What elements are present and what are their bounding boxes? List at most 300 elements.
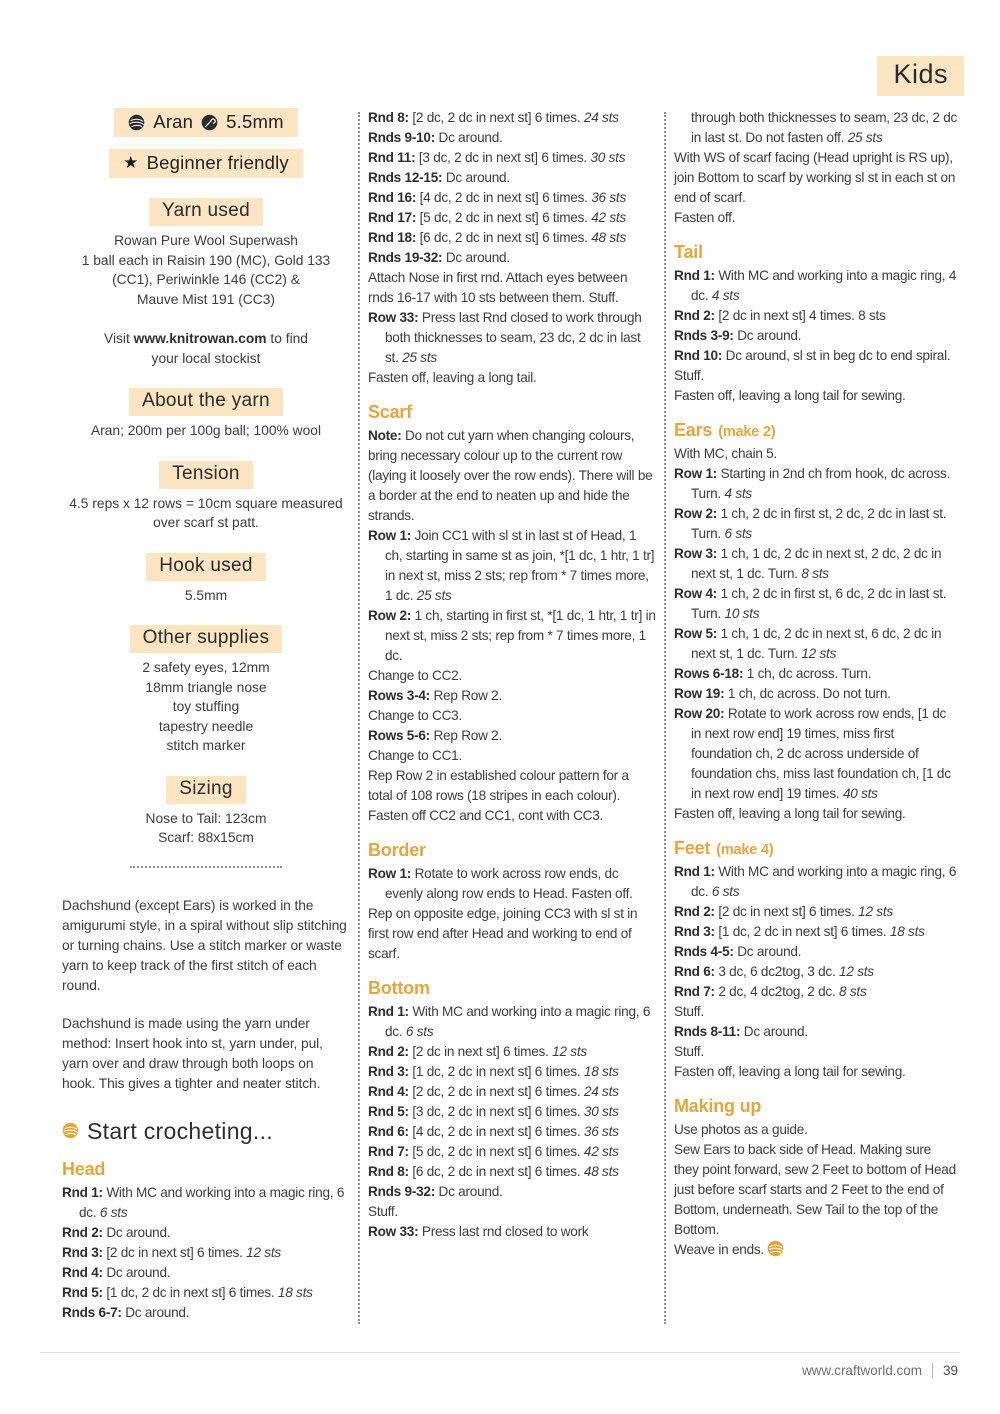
info-heading: Hook used	[146, 553, 266, 581]
instruction-text: [2 dc in next st] 4 times. 8 sts	[718, 308, 886, 323]
instruction-text: Rep Row 2 in established colour pattern for a total of 108 rows (18 stripes in each colour). Fasten off CC2 and CC1, cont with CC3.	[368, 768, 629, 823]
instruction-text: Stuff.	[674, 1044, 704, 1059]
instruction-label: Rnd 10:	[674, 348, 723, 363]
section-heading	[368, 402, 656, 423]
section-heading	[674, 242, 958, 263]
stitch-count: 24 sts	[583, 1084, 619, 1099]
instruction-line	[368, 706, 656, 726]
instruction-text: Fasten off, leaving a long tail for sewing.	[674, 1064, 906, 1079]
instruction-text: Dc around.	[445, 250, 510, 265]
stitch-count: 6 sts	[711, 884, 740, 899]
instruction-label: Row 2:	[368, 608, 412, 623]
info-line: stitch marker	[166, 738, 246, 753]
stitch-count: 40 sts	[842, 786, 878, 801]
info-line: 2 safety eyes, 12mm	[142, 660, 270, 675]
stitch-count: 24 sts	[583, 110, 619, 125]
instruction-label: Row 1:	[368, 528, 412, 543]
instruction-text: Dc around.	[743, 1024, 808, 1039]
info-line: 4.5 reps x 12 rows = 10cm square measured	[69, 495, 343, 511]
page-columns	[62, 108, 958, 1324]
instruction-line	[368, 248, 656, 268]
instruction-line	[368, 1142, 656, 1162]
instruction-label: Rnds 6-7:	[62, 1304, 122, 1320]
info-line: toy stuffing	[172, 699, 240, 714]
info-section	[62, 776, 350, 848]
instruction-text: [1 dc, 2 dc in next st] 6 times.	[718, 924, 887, 939]
instruction-line	[368, 148, 656, 168]
instruction-line	[674, 584, 958, 624]
info-line: 18mm triangle nose	[145, 679, 267, 695]
column-divider	[664, 112, 666, 1324]
instruction-text: [4 dc, 2 dc in next st] 6 times.	[412, 1124, 581, 1139]
instruction-text: With MC and working into a magic ring, 4 dc.	[691, 268, 957, 303]
instruction-text: [2 dc, 2 dc in next st] 6 times.	[412, 1084, 581, 1099]
instruction-text: Dc around.	[125, 1304, 190, 1320]
instruction-line	[674, 862, 958, 902]
instruction-text: [2 dc, 2 dc in next st] 6 times.	[412, 110, 581, 125]
instruction-text: Stuff.	[674, 368, 704, 383]
instruction-text: [6 dc, 2 dc in next st] 6 times.	[412, 1164, 581, 1179]
instruction-label: Rnd 3:	[368, 1064, 409, 1079]
stitch-count: 6 sts	[405, 1024, 434, 1039]
instruction-line	[674, 108, 958, 148]
instruction-line	[674, 346, 958, 366]
section-heading-text: Head	[62, 1158, 106, 1179]
instruction-text: Sew Ears to back side of Head. Making sure they point forward, sew 2 Feet to bottom of Head just before scarf starts and 2 Feet to the end of Bottom, underneath. Sew Tail to the top of the Bottom.	[674, 1142, 956, 1237]
instruction-text: Weave in ends.	[674, 1242, 764, 1257]
instruction-line	[368, 228, 656, 248]
instruction-text: Press last rnd closed to work	[421, 1224, 589, 1239]
instruction-line	[62, 1243, 350, 1263]
instruction-text: With MC and working into a magic ring, 6 dc.	[385, 1004, 651, 1039]
section-heading	[368, 978, 656, 999]
instruction-label: Rnds 3-9:	[674, 328, 734, 343]
yarn-weight-badge-row	[62, 108, 350, 137]
instruction-line	[368, 1182, 656, 1202]
section-heading-suffix: (make 2)	[718, 424, 776, 440]
instruction-line	[368, 746, 656, 766]
instruction-label: Note:	[368, 428, 402, 443]
info-line: your local stockist	[151, 350, 261, 366]
section-heading-text: Border	[368, 840, 426, 860]
instruction-text: Dc around, sl st in beg dc to end spiral.	[725, 348, 951, 363]
section-heading-text: Tail	[674, 242, 703, 262]
instruction-label: Rnd 18:	[368, 230, 417, 245]
instruction-label: Row 33:	[368, 1224, 419, 1239]
instruction-line	[674, 1042, 958, 1062]
instruction-text: Dc around.	[737, 944, 802, 959]
instruction-line	[368, 1202, 656, 1222]
footer-rule	[40, 1352, 960, 1353]
dotted-divider	[130, 866, 282, 868]
instruction-label: Row 4:	[674, 586, 718, 601]
instruction-text: Rotate to work across row ends, [1 dc in next row end] 19 times, miss first foundation ch, 2 dc across underside of foundation chs, miss last foundation ch, [1 dc in next row end] 19 times.	[691, 706, 951, 801]
section-heading-text: Scarf	[368, 402, 413, 422]
stitch-count: 18 sts	[583, 1064, 619, 1079]
instruction-line	[674, 366, 958, 386]
instruction-text: through both thicknesses to seam, 23 dc, 2 dc in last st. Do not fasten off.	[691, 110, 958, 145]
stitch-count: 30 sts	[590, 150, 626, 165]
instruction-label: Rnd 2:	[674, 904, 715, 919]
instruction-label: Rnd 2:	[368, 1044, 409, 1059]
section-heading-text: Feet	[674, 838, 711, 858]
instruction-label: Rows 6-18:	[674, 666, 744, 681]
instruction-line	[368, 606, 656, 666]
instruction-label: Rnd 8:	[368, 110, 409, 125]
craftworld-link[interactable]: www.craftworld.com	[801, 1363, 922, 1378]
instruction-line	[674, 704, 958, 804]
stitch-count: 36 sts	[591, 190, 626, 205]
info-line-pre: Visit	[104, 331, 134, 346]
instruction-label: Rows 3-4:	[368, 688, 430, 703]
instruction-line	[674, 684, 958, 704]
instruction-line	[674, 1002, 958, 1022]
instruction-label: Rnd 3:	[674, 924, 715, 939]
info-heading-row	[62, 776, 350, 809]
section-heading	[368, 840, 656, 861]
instruction-line	[674, 306, 958, 326]
instruction-text: 1 ch, 1 dc, 2 dc in next st, 6 dc, 2 dc in next st, 1 dc. Turn.	[691, 626, 942, 661]
instruction-line	[368, 526, 656, 606]
instruction-text: 2 dc, 4 dc2tog, 2 dc.	[718, 984, 836, 999]
instruction-label: Rnds 9-32:	[368, 1184, 435, 1199]
instruction-text: 1 ch, dc across. Turn.	[746, 666, 872, 681]
instruction-text: Press last Rnd closed to work through both thicknesses to seam, 23 dc, 2 dc in last st.	[385, 310, 642, 365]
section-heading-text: Making up	[674, 1096, 762, 1116]
instruction-line	[674, 208, 958, 228]
instruction-line	[674, 962, 958, 982]
instruction-text: [5 dc, 2 dc in next st] 6 times.	[412, 1144, 581, 1159]
yarn-ball-icon-gold	[767, 1240, 784, 1257]
skill-level-label: Beginner friendly	[146, 152, 289, 173]
instruction-label: Rnd 11:	[368, 150, 416, 165]
instruction-line	[368, 188, 656, 208]
info-heading: Tension	[159, 461, 253, 489]
instruction-line	[368, 766, 656, 826]
stitch-count: 6 sts	[724, 526, 752, 541]
stitch-count: 42 sts	[591, 210, 626, 225]
yarn-weight-label: Aran	[153, 111, 194, 132]
yarn-weight-badge	[114, 108, 297, 137]
instruction-line	[674, 464, 958, 504]
stitch-count: 42 sts	[583, 1144, 619, 1159]
instruction-line	[368, 904, 656, 964]
instruction-line	[674, 444, 958, 464]
stitch-count: 18 sts	[889, 924, 925, 939]
instruction-text: Rotate to work across row ends, dc evenly along row ends to Head. Fasten off.	[385, 866, 633, 901]
instruction-line	[368, 368, 656, 388]
instruction-text: With MC, chain 5.	[674, 446, 778, 461]
instruction-text: [3 dc, 2 dc in next st] 6 times.	[418, 150, 587, 165]
instruction-line	[368, 1102, 656, 1122]
instruction-text: [2 dc in next st] 6 times.	[718, 904, 855, 919]
instruction-text: Dc around.	[438, 1184, 503, 1199]
instruction-text: Fasten off, leaving a long tail.	[368, 370, 537, 385]
instruction-line	[674, 544, 958, 584]
instruction-label: Rnd 5:	[62, 1284, 103, 1300]
instruction-text: [6 dc, 2 dc in next st] 6 times.	[419, 230, 588, 245]
instruction-line	[368, 426, 656, 526]
instruction-text: [2 dc in next st] 6 times.	[106, 1244, 243, 1260]
instruction-line	[674, 504, 958, 544]
info-line: (CC1), Periwinkle 146 (CC2) &	[112, 272, 300, 287]
section-heading	[674, 1096, 958, 1117]
instruction-line	[674, 148, 958, 208]
instruction-text: Dc around.	[445, 170, 510, 185]
instruction-line	[62, 1283, 350, 1303]
instruction-label: Rows 5-6:	[368, 728, 430, 743]
instruction-label: Row 19:	[674, 686, 725, 701]
info-heading-row	[62, 198, 350, 231]
stitch-count: 12 sts	[839, 964, 874, 979]
instruction-text: Attach Nose in first rnd. Attach eyes between rnds 16-17 with 10 sts between them. Stuff.	[368, 270, 628, 305]
stitch-count: 4 sts	[724, 486, 752, 501]
instruction-text: 1 ch, starting in first st, *[1 dc, 1 htr, 1 tr] in next st, miss 2 sts; rep from * 7 times more, 1 dc.	[385, 608, 656, 663]
instruction-label: Rnd 5:	[368, 1104, 409, 1119]
info-line: Scarf: 88x15cm	[158, 830, 254, 845]
info-line: Nose to Tail: 123cm	[145, 810, 267, 826]
knitrowan-link[interactable]: www.knitrowan.com	[133, 331, 267, 346]
instruction-text: [5 dc, 2 dc in next st] 6 times.	[419, 210, 588, 225]
instruction-label: Row 20:	[674, 706, 725, 721]
info-line: Mauve Mist 191 (CC3)	[136, 291, 275, 307]
instruction-label: Rnd 16:	[368, 190, 417, 205]
yarn-info-panel	[62, 198, 350, 848]
instruction-label: Rnd 3:	[62, 1244, 103, 1260]
info-line: 5.5mm	[184, 587, 228, 603]
instruction-line	[368, 108, 656, 128]
instruction-label: Rnds 9-10:	[368, 130, 435, 145]
instruction-text: Change to CC2.	[368, 668, 462, 683]
instruction-line	[674, 1022, 958, 1042]
instruction-line	[674, 1120, 958, 1140]
info-line: over scarf st patt.	[153, 515, 259, 530]
instruction-line	[674, 902, 958, 922]
stitch-count: 10 sts	[724, 606, 760, 621]
intro-paragraph: Dachshund (except Ears) is worked in the amigurumi style, in a spiral without slip stitching or turning chains. Use a stitch marker or waste yarn to keep track of the first stitch of each round.	[62, 897, 347, 993]
instruction-line	[368, 864, 656, 904]
instruction-line	[368, 1122, 656, 1142]
instruction-text: [2 dc in next st] 6 times.	[412, 1044, 549, 1059]
info-section	[62, 198, 350, 309]
instruction-label: Row 2:	[674, 506, 718, 521]
instruction-text: [1 dc, 2 dc in next st] 6 times.	[106, 1284, 275, 1300]
instruction-label: Rnd 1:	[674, 268, 715, 283]
skill-level-badge-row	[62, 149, 350, 178]
instruction-label: Row 3:	[674, 546, 718, 561]
info-section	[62, 553, 350, 606]
instruction-text: 1 ch, 1 dc, 2 dc in next st, 2 dc, 2 dc in next st, 1 dc. Turn.	[691, 546, 942, 581]
instruction-line	[674, 664, 958, 684]
instruction-line	[674, 1140, 958, 1240]
instruction-label: Rnd 6:	[368, 1124, 409, 1139]
instruction-label: Rnds 8-11:	[674, 1024, 741, 1039]
crochet-hook-icon	[201, 114, 218, 131]
info-line-post: to find	[266, 331, 308, 346]
instruction-text: Do not cut yarn when changing colours, bring necessary colour up to the current row (laying it loosely over the row ends). There will be a border at the end to neaten up and hide the strands.	[368, 428, 653, 523]
info-section	[62, 388, 350, 441]
instruction-text: With WS of scarf facing (Head upright is RS up), join Bottom to scarf by working sl st in each st on end of scarf.	[674, 150, 956, 205]
instruction-text: [1 dc, 2 dc in next st] 6 times.	[412, 1064, 581, 1079]
stitch-count: 12 sts	[858, 904, 893, 919]
middle-column	[368, 108, 656, 1242]
instruction-line	[62, 1263, 350, 1283]
instruction-text: [4 dc, 2 dc in next st] 6 times.	[419, 190, 588, 205]
instruction-label: Rnd 4:	[368, 1084, 409, 1099]
instruction-text: Dc around.	[737, 328, 802, 343]
instruction-text: [3 dc, 2 dc in next st] 6 times.	[412, 1104, 581, 1119]
instruction-label: Row 33:	[368, 310, 419, 325]
instruction-line	[368, 1162, 656, 1182]
right-column	[674, 108, 958, 1260]
instruction-label: Rnd 1:	[674, 864, 715, 879]
footer-separator	[932, 1363, 933, 1378]
instruction-text: Fasten off, leaving a long tail for sewing.	[674, 388, 906, 403]
column-divider	[358, 112, 360, 1324]
section-heading	[62, 1159, 350, 1180]
info-section	[62, 329, 350, 368]
instruction-text: Change to CC1.	[368, 748, 462, 763]
instruction-line	[368, 1082, 656, 1102]
stitch-count: 25 sts	[402, 350, 437, 365]
instruction-line	[368, 168, 656, 188]
stitch-count: 36 sts	[583, 1124, 619, 1139]
kids-section-badge: Kids	[877, 56, 964, 96]
stitch-count: 30 sts	[583, 1104, 619, 1119]
instruction-label: Rnds 19-32:	[368, 250, 443, 265]
instruction-line	[368, 308, 656, 368]
yarn-ball-icon	[128, 114, 145, 131]
instruction-line	[368, 1042, 656, 1062]
info-heading: About the yarn	[129, 388, 283, 416]
instruction-line	[368, 268, 656, 308]
instruction-text: Rep Row 2.	[433, 728, 503, 743]
section-heading	[674, 838, 958, 859]
info-heading: Yarn used	[149, 198, 263, 226]
info-line: tapestry needle	[158, 718, 254, 734]
stitch-count: 8 sts	[801, 566, 829, 581]
instruction-line	[62, 1303, 350, 1323]
info-section	[62, 461, 350, 533]
instruction-text: Change to CC3.	[368, 708, 462, 723]
instruction-label: Rnd 2:	[62, 1224, 103, 1240]
instruction-label: Rnd 1:	[62, 1184, 103, 1200]
info-heading-row	[62, 553, 350, 586]
instruction-label: Rnd 2:	[674, 308, 715, 323]
instruction-line	[674, 266, 958, 306]
instruction-label: Rnd 1:	[368, 1004, 409, 1019]
instruction-label: Rnd 7:	[674, 984, 715, 999]
instruction-label: Rnd 17:	[368, 210, 417, 225]
instruction-text: 1 ch, 2 dc in first st, 6 dc, 2 dc in last st. Turn.	[691, 586, 947, 621]
stitch-count: 6 sts	[99, 1204, 128, 1220]
info-line	[62, 329, 350, 349]
instruction-text: Stuff.	[674, 1004, 704, 1019]
instruction-line	[674, 386, 958, 406]
instruction-text: Dc around.	[106, 1224, 171, 1240]
head-pattern-section	[62, 1159, 350, 1323]
stitch-count: 25 sts	[416, 588, 452, 603]
instruction-label: Row 1:	[368, 866, 412, 881]
intro-paragraph: Dachshund is made using the yarn under method: Insert hook into st, yarn under, pul, yarn over and draw through both loops on hook. This gives a tighter and neater stitch.	[62, 1015, 323, 1091]
instruction-text: Rep on opposite edge, joining CC3 with sl st in first row end after Head and working to end of scarf.	[368, 906, 638, 961]
start-heading-text: Start crocheting...	[87, 1117, 273, 1144]
instruction-line	[368, 726, 656, 746]
instruction-text: Dc around.	[106, 1264, 171, 1280]
instruction-text: With MC and working into a magic ring, 6 dc.	[79, 1184, 345, 1220]
instruction-line	[62, 1183, 350, 1223]
info-section	[62, 625, 350, 756]
instruction-label: Rnd 4:	[62, 1264, 103, 1280]
instruction-line	[368, 1222, 656, 1242]
instruction-line	[368, 666, 656, 686]
section-heading	[674, 420, 958, 441]
instruction-line	[368, 1002, 656, 1042]
instruction-text: Dc around.	[438, 130, 503, 145]
stitch-count: 12 sts	[246, 1244, 281, 1260]
instruction-text: 1 ch, dc across. Do not turn.	[727, 686, 891, 701]
skill-level-badge	[109, 149, 303, 178]
instruction-line	[674, 624, 958, 664]
info-heading-row	[62, 388, 350, 421]
stitch-count: 4 sts	[711, 288, 740, 303]
info-heading: Other supplies	[130, 625, 283, 653]
instruction-label: Row 5:	[674, 626, 718, 641]
info-line: Aran; 200m per 100g ball; 100% wool	[90, 423, 322, 438]
instruction-label: Rnd 6:	[674, 964, 715, 979]
page-number: 39	[942, 1363, 958, 1378]
info-line: Rowan Pure Wool Superwash	[114, 233, 298, 248]
section-heading-text: Ears	[674, 420, 713, 440]
instruction-line	[674, 1240, 958, 1260]
instruction-line	[368, 1062, 656, 1082]
info-heading-row	[62, 625, 350, 658]
info-line: 1 ball each in Raisin 190 (MC), Gold 133	[81, 252, 331, 268]
info-heading: Sizing	[166, 776, 246, 804]
instruction-line	[674, 922, 958, 942]
stitch-count: 12 sts	[552, 1044, 587, 1059]
instruction-text: Stuff.	[368, 1204, 398, 1219]
start-crocheting-heading	[62, 1118, 350, 1145]
instruction-line	[368, 128, 656, 148]
left-column	[62, 108, 350, 1323]
instruction-text: Join CC1 with sl st in last st of Head, 1 ch, starting in same st as join, *[1 dc, 1 htr, 1 tr] in next st, miss 2 sts; rep from * 7 times more, 1 dc.	[385, 528, 655, 603]
instruction-text: With MC and working into a magic ring, 6 dc.	[691, 864, 957, 899]
yarn-ball-icon-gold	[62, 1118, 79, 1145]
instruction-label: Rnds 4-5:	[674, 944, 734, 959]
stitch-count: 18 sts	[277, 1284, 313, 1300]
instruction-line	[674, 982, 958, 1002]
instruction-label: Rnd 7:	[368, 1144, 409, 1159]
instruction-line	[674, 942, 958, 962]
instruction-line	[368, 208, 656, 228]
stitch-count: 48 sts	[591, 230, 626, 245]
instruction-text: Starting in 2nd ch from hook, dc across. Turn.	[691, 466, 951, 501]
instruction-label: Row 1:	[674, 466, 718, 481]
instruction-line	[368, 686, 656, 706]
stitch-count: 48 sts	[583, 1164, 619, 1179]
instruction-line	[674, 326, 958, 346]
footer	[802, 1363, 958, 1378]
instruction-text: Rep Row 2.	[433, 688, 503, 703]
instruction-text: Use photos as a guide.	[674, 1122, 808, 1137]
instruction-text: 1 ch, 2 dc in first st, 2 dc, 2 dc in last st. Turn.	[691, 506, 947, 541]
instruction-label: Rnd 8:	[368, 1164, 409, 1179]
instruction-text: 3 dc, 6 dc2tog, 3 dc.	[718, 964, 836, 979]
instruction-text: Fasten off, leaving a long tail for sewing.	[674, 806, 906, 821]
instruction-line	[674, 804, 958, 824]
section-heading-suffix: (make 4)	[716, 842, 774, 858]
